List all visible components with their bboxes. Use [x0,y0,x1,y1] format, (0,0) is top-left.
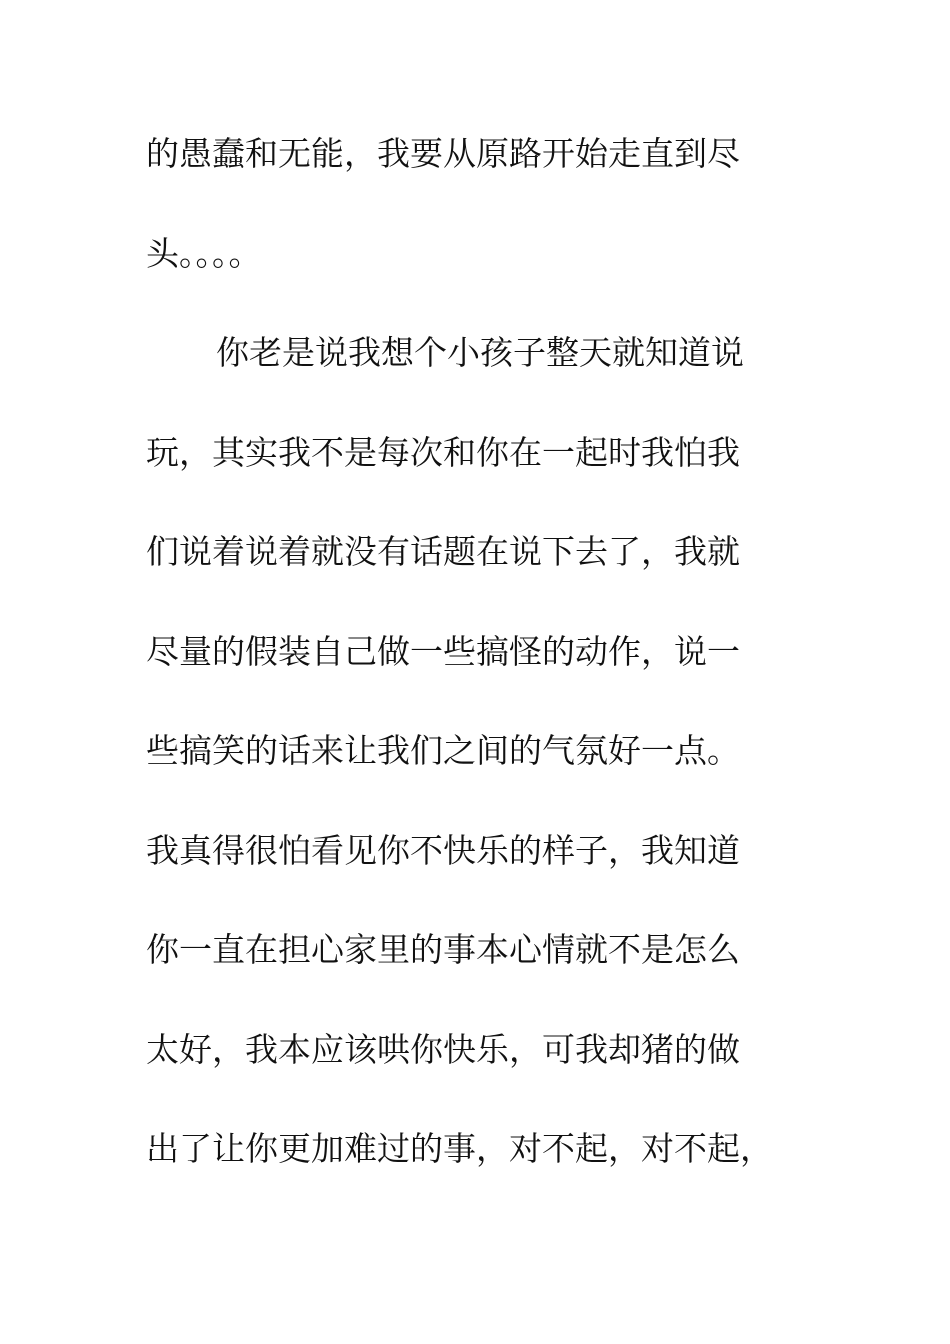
paragraph-first-line: 你老是说我想个小孩子整天就知道说 [216,333,744,372]
text-line: 太好，我本应该哄你快乐，可我却猪的做 [146,1029,740,1069]
text-line: 我真得很怕看见你不快乐的样子，我知道 [146,830,740,870]
text-line: 头。。。。 [146,233,262,273]
text-line: 们说着说着就没有话题在说下去了，我就 [146,532,740,571]
text-line: 玩，其实我不是每次和你在一起时我怕我 [146,432,740,472]
text-line: 些搞笑的话来让我们之间的气氛好一点。 [146,731,740,770]
text-line: 你一直在担心家里的事本心情就不是怎么 [146,930,740,969]
body-text [146,121,826,1216]
text-line: 尽量的假装自己做一些搞怪的动作，说一 [146,631,740,671]
text-line: 的愚蠢和无能，我要从原路开始走直到尽 [146,134,740,173]
text-line: 出了让你更加难过的事，对不起，对不起， [146,1129,773,1168]
